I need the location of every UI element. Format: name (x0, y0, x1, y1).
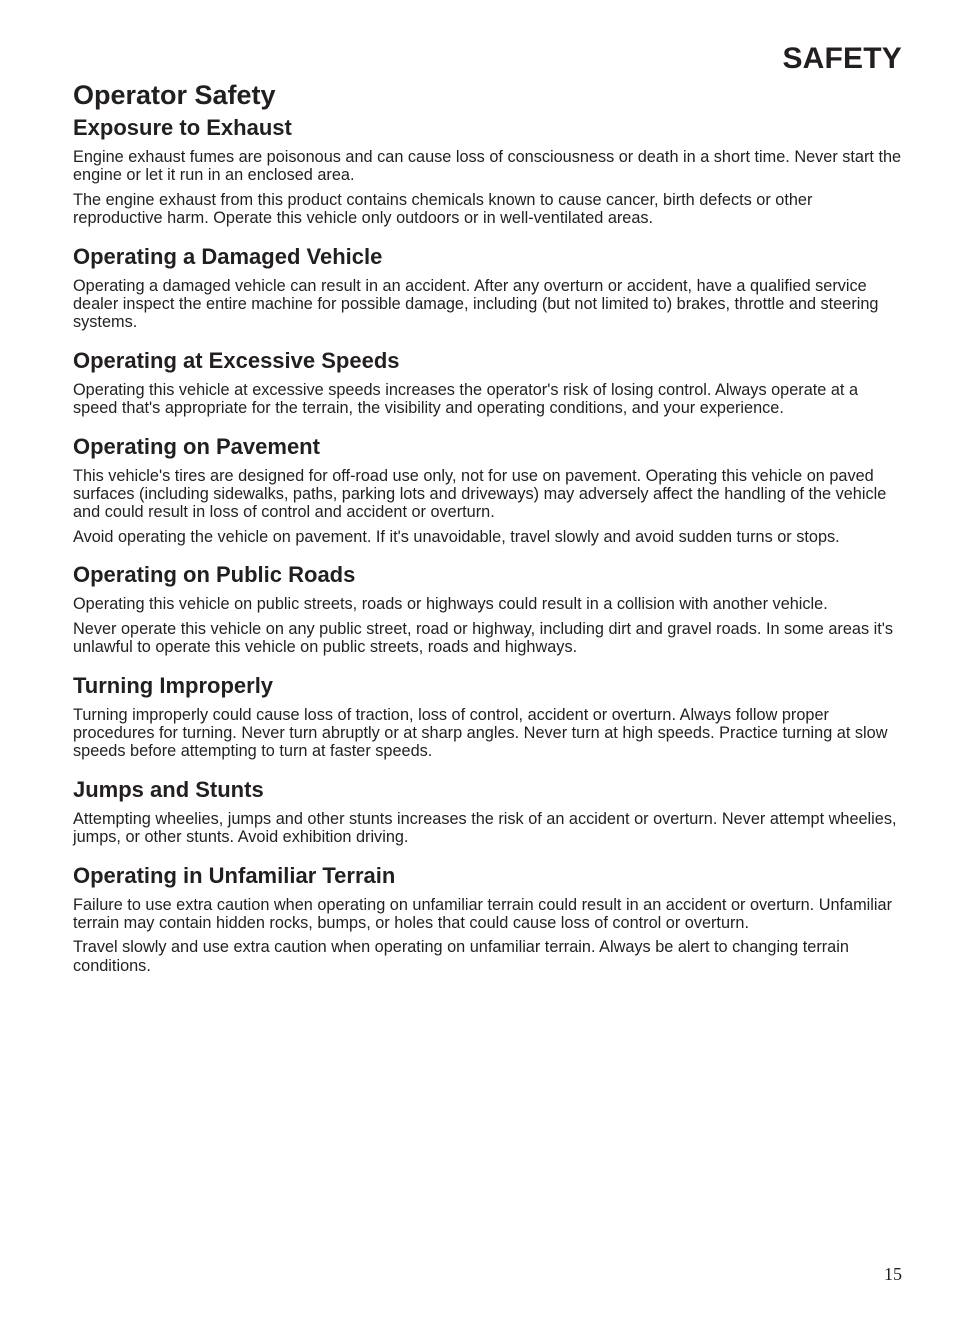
section-heading: Jumps and Stunts (73, 776, 264, 802)
paragraph: Never operate this vehicle on any public street, road or highway, including dirt and gravel roads. In some areas it's unlawful to operate this vehicle on public streets, roads and highways. (73, 619, 894, 657)
section-pavement (73, 433, 903, 547)
paragraph: Operating this vehicle at excessive speeds increases the operator's risk of losing control. Always operate at a speed that's appropriate for the terrain, the visibility and operating conditions, and your experience. (73, 380, 859, 418)
section-heading: Operating a Damaged Vehicle (73, 243, 383, 269)
section-heading: Exposure to Exhaust (73, 115, 292, 140)
section-unfamiliar-terrain (73, 862, 903, 976)
section-exposure-to-exhaust (73, 114, 903, 228)
section-turning-improperly (73, 672, 903, 761)
paragraph: The engine exhaust from this product contains chemicals known to cause cancer, birth defects or other reproductive harm. Operate this vehicle only outdoors or in well-ventilated areas. (73, 190, 813, 228)
section-heading: Operating on Pavement (73, 433, 320, 459)
section-heading: Operating in Unfamiliar Terrain (73, 862, 396, 888)
paragraph: Operating a damaged vehicle can result in an accident. After any overturn or accident, have a qualified service dealer inspect the entire machine for possible damage, including (but not limited to) brakes, throttle and steering systems. (73, 276, 879, 332)
section-heading: Operating at Excessive Speeds (73, 347, 400, 373)
paragraph: Travel slowly and use extra caution when operating on unfamiliar terrain. Always be alert to changing terrain conditions. (73, 938, 849, 975)
chapter-title: SAFETY (782, 42, 902, 75)
section-heading: Operating on Public Roads (73, 562, 356, 588)
section-damaged-vehicle (73, 243, 903, 332)
paragraph: Failure to use extra caution when operating on unfamiliar terrain could result in an accident or overturn. Unfamiliar terrain may contain hidden rocks, bumps, or holes that could cause loss of control or overturn. (73, 895, 893, 932)
paragraph: Avoid operating the vehicle on pavement. If it's unavoidable, travel slowly and avoid sudden turns or stops. (73, 527, 840, 546)
page-content (73, 78, 903, 990)
paragraph: Turning improperly could cause loss of traction, loss of control, accident or overturn. Always follow proper procedures for turning. Never turn abruptly or at sharp angles. Never turn at high speeds. Practice turning at slow speeds before attempting to turn at faster speeds. (73, 705, 888, 761)
page-number: 15 (884, 1264, 902, 1284)
paragraph: Engine exhaust fumes are poisonous and can cause loss of consciousness or death in a short time. Never start the engine or let it run in an enclosed area. (73, 148, 902, 185)
paragraph: Attempting wheelies, jumps and other stunts increases the risk of an accident or overturn. Never attempt wheelies, jumps, or other stunts. Avoid exhibition driving. (73, 809, 897, 847)
section-heading: Turning Improperly (73, 672, 274, 698)
section-jumps-and-stunts (73, 776, 903, 847)
page-heading: Operator Safety (73, 80, 276, 110)
paragraph: This vehicle's tires are designed for off-road use only, not for use on pavement. Operating this vehicle on paved surfaces (including sidewalks, paths, parking lots and driveways) may adversely affect the handling of the vehicle and could result in loss of control and accident or overturn. (73, 466, 887, 522)
section-public-roads (73, 561, 903, 656)
paragraph: Operating this vehicle on public streets, roads or highways could result in a collision with another vehicle. (73, 595, 828, 614)
section-excessive-speeds (73, 347, 903, 418)
